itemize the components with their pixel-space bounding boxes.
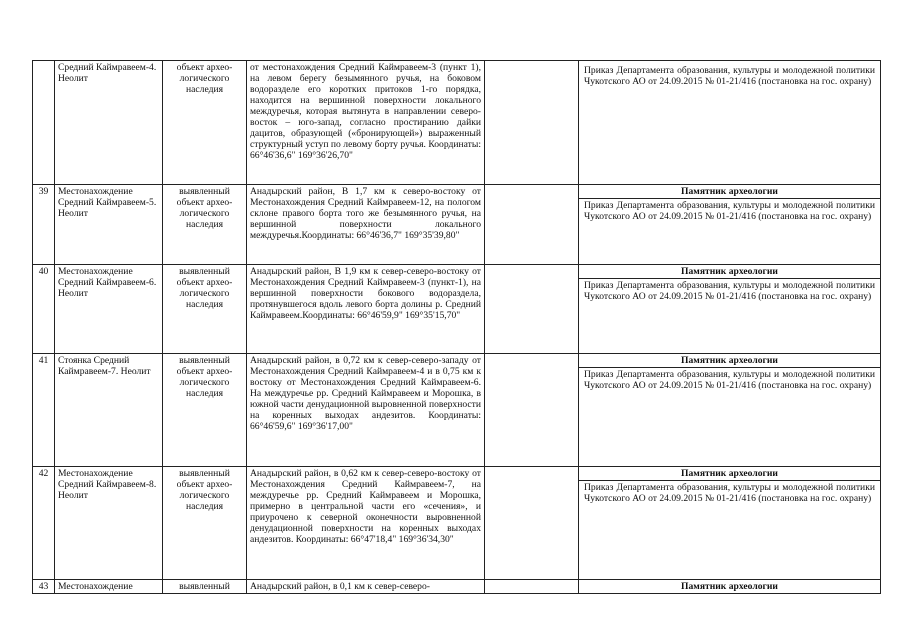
status-label: Памятник археологии	[579, 185, 880, 199]
object-location: Анадырский район, в 0,62 км к север-северо-востоку от Местонахождения Средний Каймравеем-7, на междуречье рр. Средний Каймравеем и Морошка, примерно в центральной части его «сечения», и приурочено к северной оконечности выровненной денудационной поверхности на коренных выходах андезитов. Координаты: 66°47'18,4" 169°36'34,30"	[247, 467, 485, 580]
object-name: Местонахождение Средний Каймравеем-8. Неолит	[55, 467, 163, 580]
order-reference: Приказ Департамента образования, культуры и молодежной политики Чукотского АО от 24.09.2015 № 01-21/416 (постановка на гос. охрану)	[584, 280, 875, 302]
status-label: Памятник археологии	[579, 467, 880, 481]
object-location: Анадырский район, в 0,1 км к север-северо-	[247, 580, 485, 594]
empty-cell	[485, 354, 579, 467]
row-number: 43	[33, 580, 55, 594]
object-location: от местонахождения Средний Каймравеем-3 (пункт 1), на левом берегу безымянного ручья, на боковом водоразделе его коротких притоков 1-го порядка, находится на вершинной поверхности локального междуречья, которая вытянута в направлении северо-восток – юго-запад, согласно простиранию дайки дацитов, образующей («бронирующей») выраженный структурный уступ по левому борту ручья. Координаты: 66°46'36,6" 169°36'26,70"	[247, 61, 485, 185]
row-number: 39	[33, 185, 55, 265]
table-row	[33, 580, 881, 594]
document-cell	[579, 354, 881, 467]
document-cell	[579, 61, 881, 185]
object-location: Анадырский район, В 1,9 км к север-северо-востоку от Местонахождения Средний Каймравеем-3 (пункт-1), на вершинной поверхности бокового водораздела, протянувшегося вдоль левого борта долины р. Средний Каймравеем.Координаты: 66°46'59,9" 169°35'15,70"	[247, 265, 485, 354]
table-row	[33, 265, 881, 354]
object-location: Анадырский район, в 0,72 км к север-северо-западу от Местонахождения Средний Каймравеем-4 и в 0,75 км к востоку от Местонахождения Средний Каймравеем-6. На междуречье рр. Средний Каймравеем и Морошка, в южной части денудационной выровненной поверхности на коренных выходах андезитов. Координаты: 66°46'59,6" 169°36'17,00"	[247, 354, 485, 467]
row-number: 42	[33, 467, 55, 580]
status-label: Памятник археологии	[681, 581, 778, 592]
order-reference: Приказ Департамента образования, культуры и молодежной политики Чукотского АО от 24.09.2015 № 01-21/416 (постановка на гос. охрану)	[584, 200, 875, 222]
object-category: выявленный объект архео-логического наследия	[163, 265, 247, 354]
object-name: Местонахождение	[55, 580, 163, 594]
object-category: выявленный объект архео-логического наследия	[163, 354, 247, 467]
object-category: выявленный объект архео-логического наследия	[163, 185, 247, 265]
object-name: Местонахождение Средний Каймравеем-5. Неолит	[55, 185, 163, 265]
table-row	[33, 61, 881, 185]
object-category: выявленный объект архео-логического наследия	[163, 467, 247, 580]
order-reference: Приказ Департамента образования, культуры и молодежной политики Чукотского АО от 24.09.2015 № 01-21/416 (постановка на гос. охрану)	[584, 369, 875, 391]
object-name: Местонахождение Средний Каймравеем-6. Неолит	[55, 265, 163, 354]
document-cell	[579, 185, 881, 265]
empty-cell	[485, 61, 579, 185]
empty-cell	[485, 265, 579, 354]
table-row	[33, 185, 881, 265]
table-row	[33, 354, 881, 467]
document-cell	[579, 580, 881, 594]
empty-cell	[485, 185, 579, 265]
table-row	[33, 467, 881, 580]
order-reference: Приказ Департамента образования, культуры и молодежной политики Чукотского АО от 24.09.2015 № 01-21/416 (постановка на гос. охрану)	[584, 482, 875, 504]
object-category: выявленный	[163, 580, 247, 594]
document-cell	[579, 467, 881, 580]
empty-cell	[485, 580, 579, 594]
row-number: 41	[33, 354, 55, 467]
order-reference: Приказ Департамента образования, культуры и молодежной политики Чукотского АО от 24.09.2015 № 01-21/416 (постановка на гос. охрану)	[584, 65, 875, 87]
document-page	[32, 60, 881, 594]
heritage-register-table	[32, 60, 881, 594]
object-name: Стоянка Средний Каймравеем-7. Неолит	[55, 354, 163, 467]
status-label: Памятник археологии	[579, 354, 880, 368]
row-number	[33, 61, 55, 185]
row-number: 40	[33, 265, 55, 354]
empty-cell	[485, 467, 579, 580]
object-location: Анадырский район, В 1,7 км к северо-востоку от Местонахождения Средний Каймравеем-12, на пологом склоне правого борта того же безымянного ручья, на вершинной поверхности локального междуречья.Координаты: 66°46'36,7" 169°35'39,80"	[247, 185, 485, 265]
object-category: объект архео-логического наследия	[163, 61, 247, 185]
document-cell	[579, 265, 881, 354]
object-name: Средний Каймравеем-4. Неолит	[55, 61, 163, 185]
status-label: Памятник археологии	[579, 265, 880, 279]
